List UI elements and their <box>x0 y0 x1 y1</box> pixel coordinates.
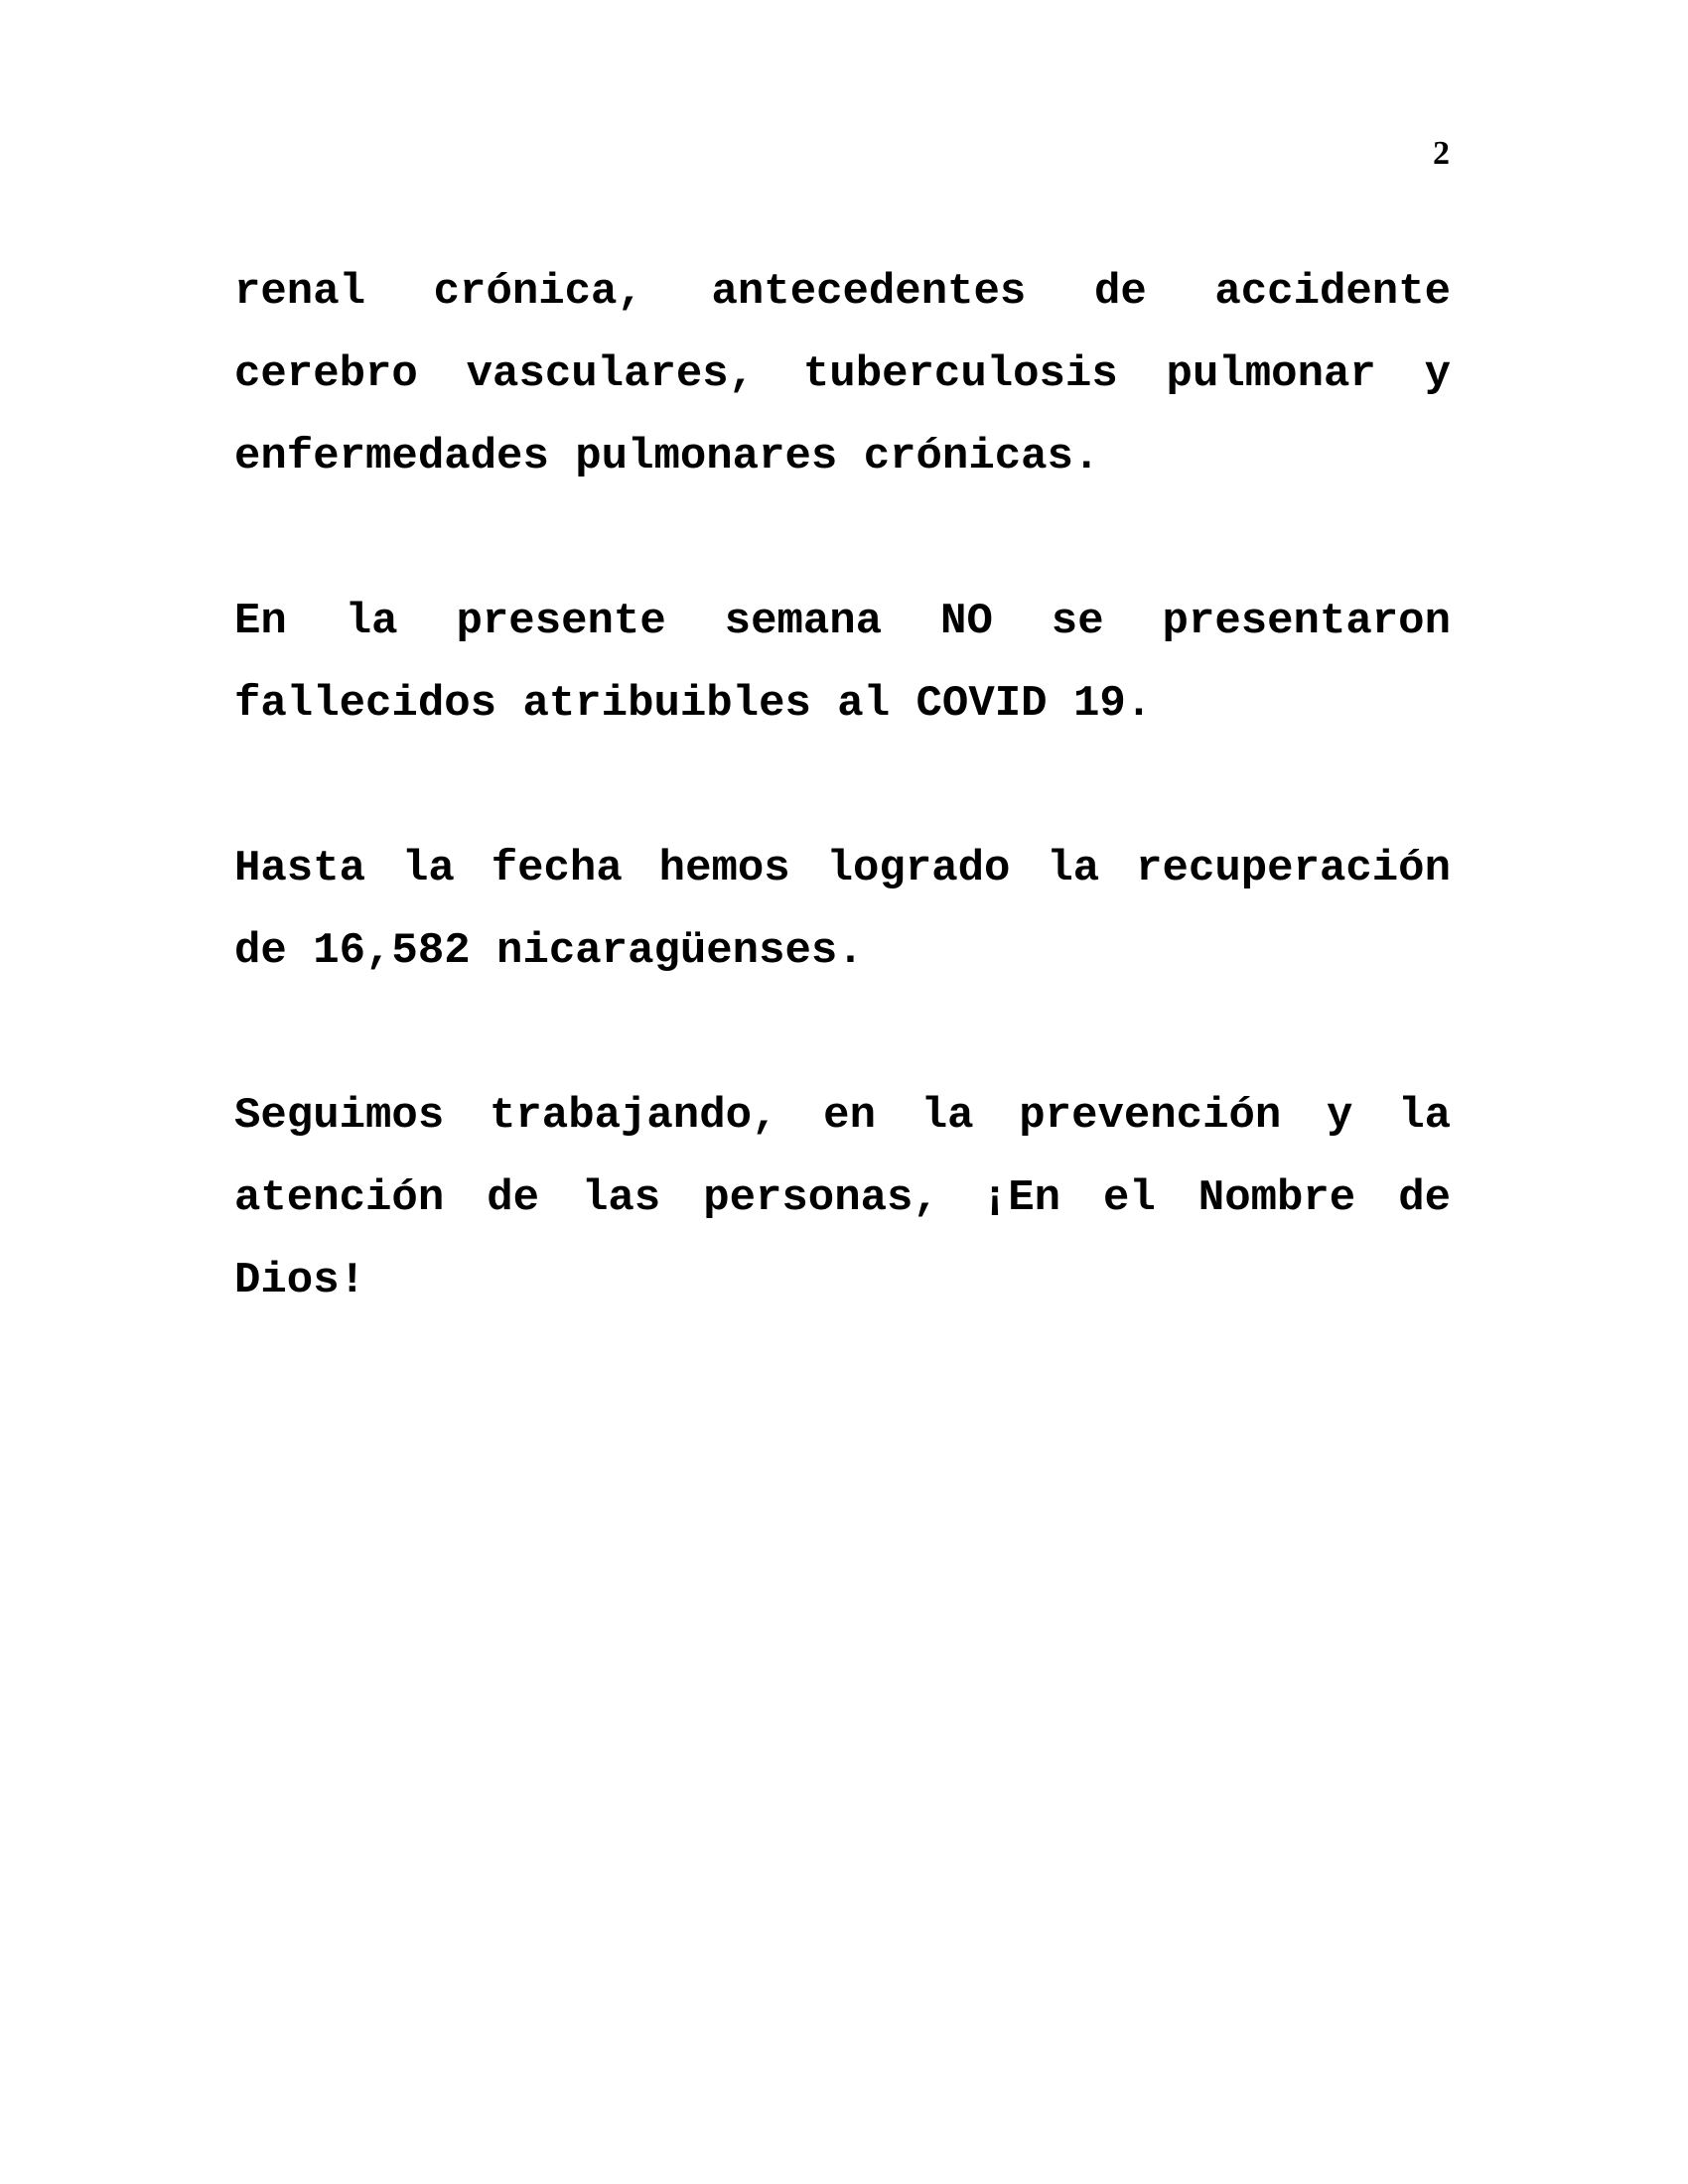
paragraph-recoveries: Hasta la fecha hemos logrado la recuperación de 16,582 nicaragüenses. <box>234 844 1451 976</box>
paragraph-closing: Seguimos trabajando, en la prevención y la atención de las personas, ¡En el Nombre de Dios! <box>234 1091 1451 1305</box>
paragraph-comorbidities: renal crónica, antecedentes de accidente cerebro vasculares, tuberculosis pulmonar y enfermedades pulmonares crónicas. <box>234 267 1451 481</box>
page-number: 2 <box>1433 135 1450 172</box>
paragraph-deaths: En la presente semana NO se presentaron fallecidos atribuibles al COVID 19. <box>234 597 1451 729</box>
document-body <box>234 251 1451 1322</box>
